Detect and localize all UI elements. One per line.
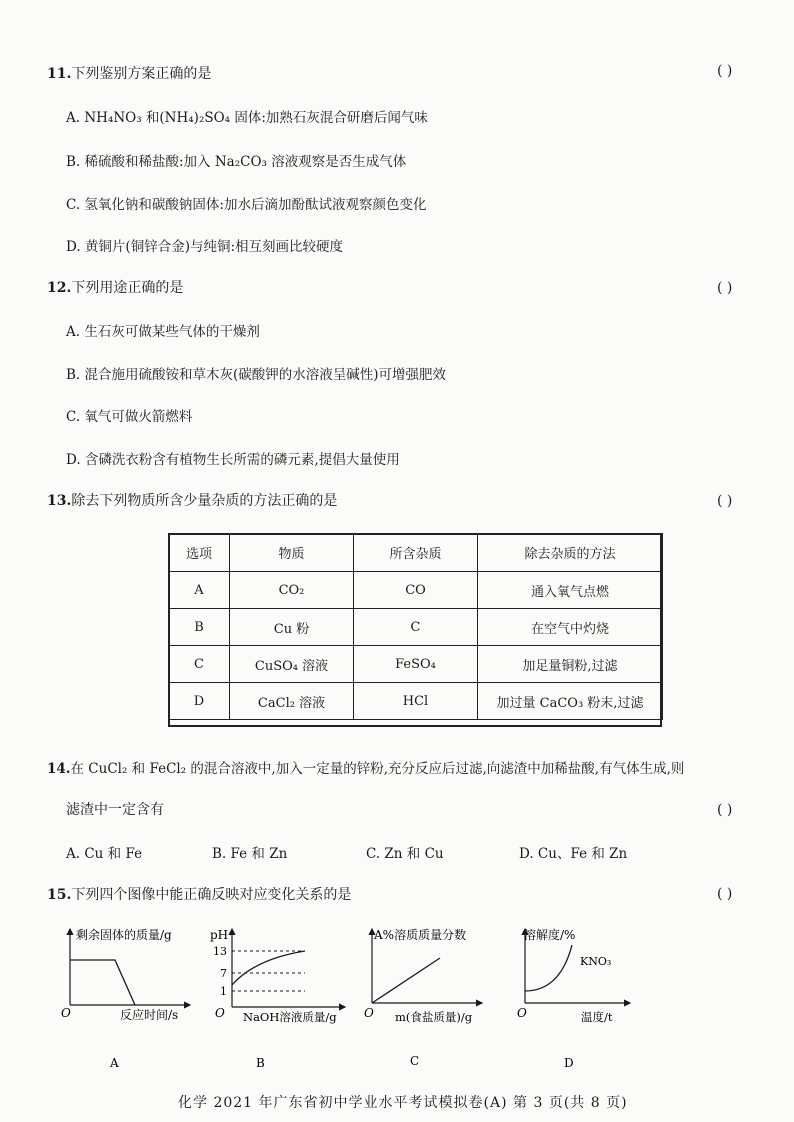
q14-answer-paren: ( )	[717, 802, 733, 818]
graph-b-tick-1: 1	[220, 985, 227, 998]
graph-d-origin: O	[517, 1006, 527, 1020]
table-row	[169, 609, 663, 646]
graph-a-origin: O	[61, 1006, 71, 1020]
graph-c-ylabel: A%溶质质量分数	[374, 928, 467, 942]
table-cell: C	[354, 609, 478, 646]
table-header-row	[169, 534, 663, 572]
q14-option-b: B. Fe 和 Zn	[212, 846, 288, 862]
q12-option-b: B. 混合施用硫酸铵和草木灰(碳酸钾的水溶液呈碱性)可增强肥效	[66, 367, 447, 383]
table-header-cell: 除去杂质的方法	[478, 534, 663, 572]
q14-option-d: D. Cu、Fe 和 Zn	[519, 846, 628, 862]
graph-b-tick-13: 13	[213, 945, 227, 958]
q14-stem-continued: 滤渣中一定含有	[66, 802, 164, 818]
q12-option-c: C. 氧气可做火箭燃料	[66, 409, 193, 425]
table-header-cell: 物质	[230, 534, 354, 572]
q15-graphs	[0, 915, 794, 1075]
q11-answer-paren: ( )	[717, 63, 733, 79]
table-row	[169, 646, 663, 683]
q14-stem: 14.在 CuCl₂ 和 FeCl₂ 的混合溶液中,加入一定量的锌粉,充分反应后过滤,向滤渣中加稀盐酸,有气体生成,则	[47, 761, 685, 777]
graph-b-caption: B	[256, 1056, 265, 1070]
table-cell: CuSO₄ 溶液	[230, 646, 354, 683]
graph-d	[517, 927, 630, 1070]
table-cell: 加过量 CaCO₃ 粉末,过滤	[478, 683, 663, 720]
q11-stem: 11.下列鉴别方案正确的是	[47, 66, 212, 82]
graph-a-curve	[70, 960, 135, 1005]
graph-b-curve	[232, 951, 305, 985]
q11-option-c: C. 氢氧化钠和碳酸钠固体:加水后滴加酚酞试液观察颜色变化	[66, 197, 427, 213]
q12-stem: 12.下列用途正确的是	[47, 280, 184, 296]
q14-option-c: C. Zn 和 Cu	[366, 846, 444, 862]
graph-b-xlabel: NaOH溶液质量/g	[243, 1010, 337, 1024]
table-cell: CO	[354, 572, 478, 609]
table-cell: D	[169, 683, 230, 720]
graph-d-xlabel: 温度/t	[581, 1010, 613, 1024]
table-cell: 加足量铜粉,过滤	[478, 646, 663, 683]
table-row	[169, 572, 663, 609]
table-header-cell: 所含杂质	[354, 534, 478, 572]
table-cell: Cu 粉	[230, 609, 354, 646]
table-cell: CaCl₂ 溶液	[230, 683, 354, 720]
table-cell: 通入氧气点燃	[478, 572, 663, 609]
graph-a	[61, 927, 190, 1070]
graph-c	[364, 927, 482, 1068]
graph-c-origin: O	[364, 1006, 374, 1020]
table-cell: HCl	[354, 683, 478, 720]
q13-answer-paren: ( )	[717, 493, 733, 509]
q11-option-a: A. NH₄NO₃ 和(NH₄)₂SO₄ 固体:加熟石灰混合研磨后闻气味	[66, 110, 428, 126]
q12-answer-paren: ( )	[717, 280, 733, 296]
page-footer: 化学 2021 年广东省初中学业水平考试模拟卷(A) 第 3 页(共 8 页)	[178, 1095, 628, 1111]
graph-c-curve	[372, 958, 440, 1003]
table-header-cell: 选项	[169, 534, 230, 572]
graph-b-origin: O	[215, 1006, 225, 1020]
graph-c-xlabel: m(食盐质量)/g	[395, 1010, 473, 1024]
table-cell: B	[169, 609, 230, 646]
graph-a-xlabel: 反应时间/s	[120, 1008, 179, 1022]
q12-option-d: D. 含磷洗衣粉含有植物生长所需的磷元素,提倡大量使用	[66, 452, 400, 468]
graph-b	[210, 928, 345, 1070]
graph-d-ylabel: 溶解度/%	[524, 928, 576, 942]
q12-option-a: A. 生石灰可做某些气体的干燥剂	[66, 324, 260, 340]
graph-c-caption: C	[410, 1054, 420, 1068]
graph-b-ylabel: pH	[210, 928, 229, 942]
table-row	[169, 683, 663, 720]
table-cell: C	[169, 646, 230, 683]
q15-stem: 15.下列四个图像中能正确反映对应变化关系的是	[47, 887, 352, 903]
q11-option-d: D. 黄铜片(铜锌合金)与纯铜:相互刻画比较硬度	[66, 239, 344, 255]
graph-d-curve-label: KNO₃	[580, 955, 612, 968]
graph-a-ylabel: 剩余固体的质量/g	[76, 928, 172, 942]
table-cell: A	[169, 572, 230, 609]
q13-stem: 13.除去下列物质所含少量杂质的方法正确的是	[47, 493, 338, 509]
q11-option-b: B. 稀硫酸和稀盐酸:加入 Na₂CO₃ 溶液观察是否生成气体	[66, 154, 407, 170]
q15-answer-paren: ( )	[717, 886, 733, 902]
graph-d-curve	[525, 945, 572, 991]
graph-d-caption: D	[564, 1056, 574, 1070]
q13-table	[168, 533, 663, 720]
table-cell: 在空气中灼烧	[478, 609, 663, 646]
table-cell: CO₂	[230, 572, 354, 609]
table-cell: FeSO₄	[354, 646, 478, 683]
graph-a-caption: A	[110, 1056, 119, 1070]
graph-b-tick-7: 7	[220, 967, 227, 980]
q14-option-a: A. Cu 和 Fe	[66, 846, 143, 862]
